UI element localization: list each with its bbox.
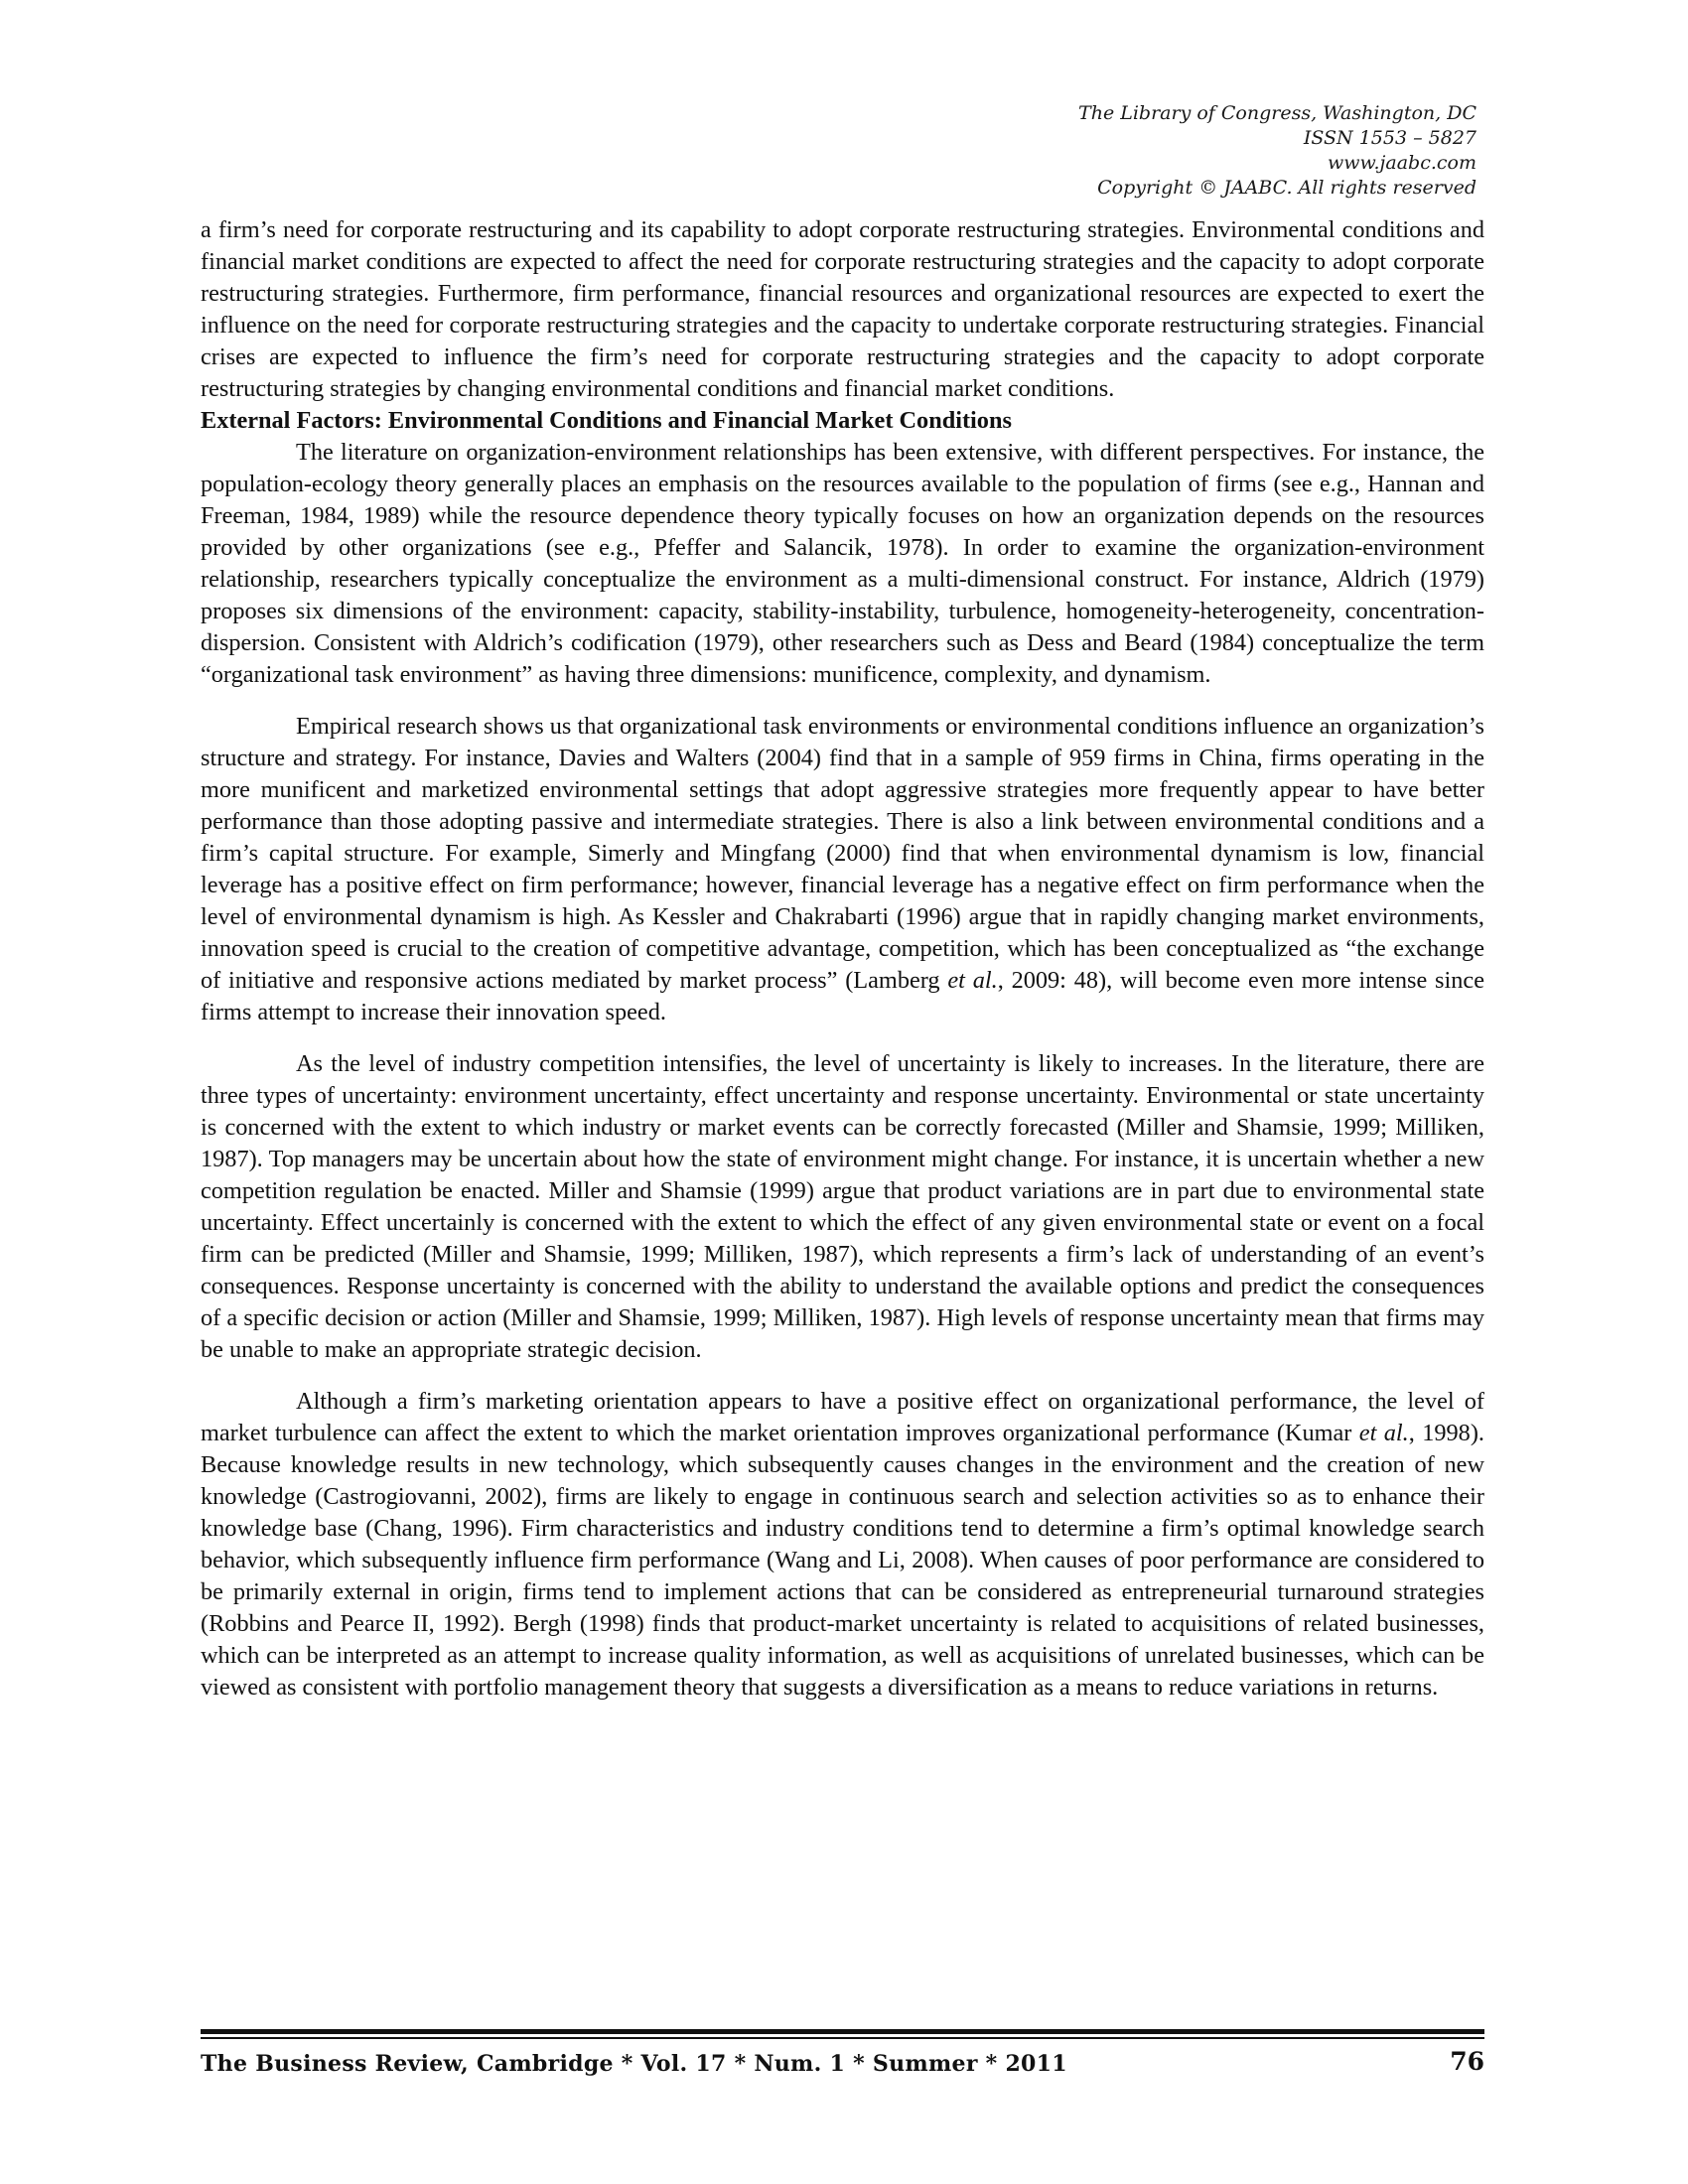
page-number: 76 <box>1450 2047 1484 2076</box>
paragraph-empirical <box>201 711 1484 1028</box>
citation-et-al: et al. <box>1358 1420 1409 1446</box>
paragraph-text: , 2009: 48), will become even more intense since firms attempt to increase their innovation speed. <box>201 967 1484 1025</box>
citation-et-al: et al. <box>947 967 998 994</box>
footer-journal-info: The Business Review, Cambridge * Vol. 17 * Num. 1 * Summer * 2011 <box>201 2051 1067 2077</box>
paragraph-uncertainty: As the level of industry competition intensifies, the level of uncertainty is likely to increases. In the literature, there are three types of uncertainty: environment uncertainty, effect uncertainty and response uncertainty. Environmental or state uncertainty is concerned with the extent to which industry or market events can be correctly forecasted (Miller and Shamsie, 1999; Milliken, 1987). Top managers may be uncertain about how the state of environment might change. For instance, it is uncertain whether a new competition regulation be enacted. Miller and Shamsie (1999) argue that product variations are in part due to environmental state uncertainty. Effect uncertainly is concerned with the extent to which the effect of any given environmental state or event on a focal firm can be predicted (Miller and Shamsie, 1999; Milliken, 1987), which represents a firm’s lack of understanding of an event’s consequences. Response uncertainty is concerned with the ability to understand the available options and predict the consequences of a specific decision or action (Miller and Shamsie, 1999; Milliken, 1987). High levels of response uncertainty mean that firms may be unable to make an appropriate strategic decision. <box>201 1050 1484 1363</box>
header-copyright: Copyright © JAABC. All rights reserved <box>1097 177 1477 199</box>
header-publisher: The Library of Congress, Washington, DC <box>1078 102 1477 124</box>
header-website: www.jaabc.com <box>1327 152 1477 174</box>
footer-rule-thin <box>201 2037 1484 2039</box>
paragraph-text: Although a firm’s marketing orientation appears to have a positive effect on organizational performance, the level of market turbulence can affect the extent to which the market orientation improves organizational performance (Kumar <box>201 1388 1484 1446</box>
article-body <box>201 214 1484 1704</box>
section-heading: External Factors: Environmental Conditions and Financial Market Conditions <box>201 407 1012 434</box>
paragraph-market-orientation <box>201 1386 1484 1704</box>
paragraph-text: Empirical research shows us that organizational task environments or environmental conditions influence an organization’s structure and strategy. For instance, Davies and Walters (2004) find that in a sample of 959 firms in China, firms operating in the more munificent and marketized environmental settings that adopt aggressive strategies more frequently appear to have better performance than those adopting passive and intermediate strategies. There is also a link between environmental conditions and a firm’s capital structure. For example, Simerly and Mingfang (2000) find that when environmental dynamism is low, financial leverage has a positive effect on firm performance; however, financial leverage has a negative effect on firm performance when the level of environmental dynamism is high. As Kessler and Chakrabarti (1996) argue that in rapidly changing market environments, innovation speed is crucial to the creation of competitive advantage, competition, which has been conceptualized as “the exchange of initiative and responsive actions mediated by market process” (Lamberg <box>201 713 1484 994</box>
paragraph-literature: The literature on organization-environment relationships has been extensive, with different perspectives. For instance, the population-ecology theory generally places an emphasis on the resources available to the population of firms (see e.g., Hannan and Freeman, 1984, 1989) while the resource dependence theory typically focuses on how an organization depends on the resources provided by other organizations (see e.g., Pfeffer and Salancik, 1978). In order to examine the organization-environment relationship, researchers typically conceptualize the environment as a multi-dimensional construct. For instance, Aldrich (1979) proposes six dimensions of the environment: capacity, stability-instability, turbulence, homogeneity-heterogeneity, concentration-dispersion. Consistent with Aldrich’s codification (1979), other researchers such as Dess and Beard (1984) conceptualize the term “organizational task environment” as having three dimensions: munificence, complexity, and dynamism. <box>201 439 1484 688</box>
paragraph-text: , 1998). Because knowledge results in new technology, which subsequently causes changes in the environment and the creation of new knowledge (Castrogiovanni, 2002), firms are likely to engage in continuous search and selection activities so as to enhance their knowledge base (Chang, 1996). Firm characteristics and industry conditions tend to determine a firm’s optimal knowledge search behavior, which subsequently influence firm performance (Wang and Li, 2008). When causes of poor performance are considered to be primarily external in origin, firms tend to implement actions that can be considered as entrepreneurial turnaround strategies (Robbins and Pearce II, 1992). Bergh (1998) finds that product-market uncertainty is related to acquisitions of related businesses, which can be interpreted as an attempt to increase quality information, as well as acquisitions of unrelated businesses, which can be viewed as consistent with portfolio management theory that suggests a diversification as a means to reduce variations in returns. <box>201 1420 1484 1701</box>
header-issn: ISSN 1553 – 5827 <box>1303 127 1477 149</box>
footer-rule-thick <box>201 2029 1484 2034</box>
running-header <box>781 101 1477 201</box>
paragraph-continued: a firm’s need for corporate restructuring and its capability to adopt corporate restructuring strategies. Environmental conditions and financial market conditions are expected to affect the need for corporate restructuring strategies and the capacity to adopt corporate restructuring strategies. Furthermore, firm performance, financial resources and organizational resources are expected to exert the influence on the need for corporate restructuring strategies and the capacity to undertake corporate restructuring strategies. Financial crises are expected to influence the firm’s need for corporate restructuring strategies and the capacity to adopt corporate restructuring strategies by changing environmental conditions and financial market conditions. <box>201 216 1484 402</box>
